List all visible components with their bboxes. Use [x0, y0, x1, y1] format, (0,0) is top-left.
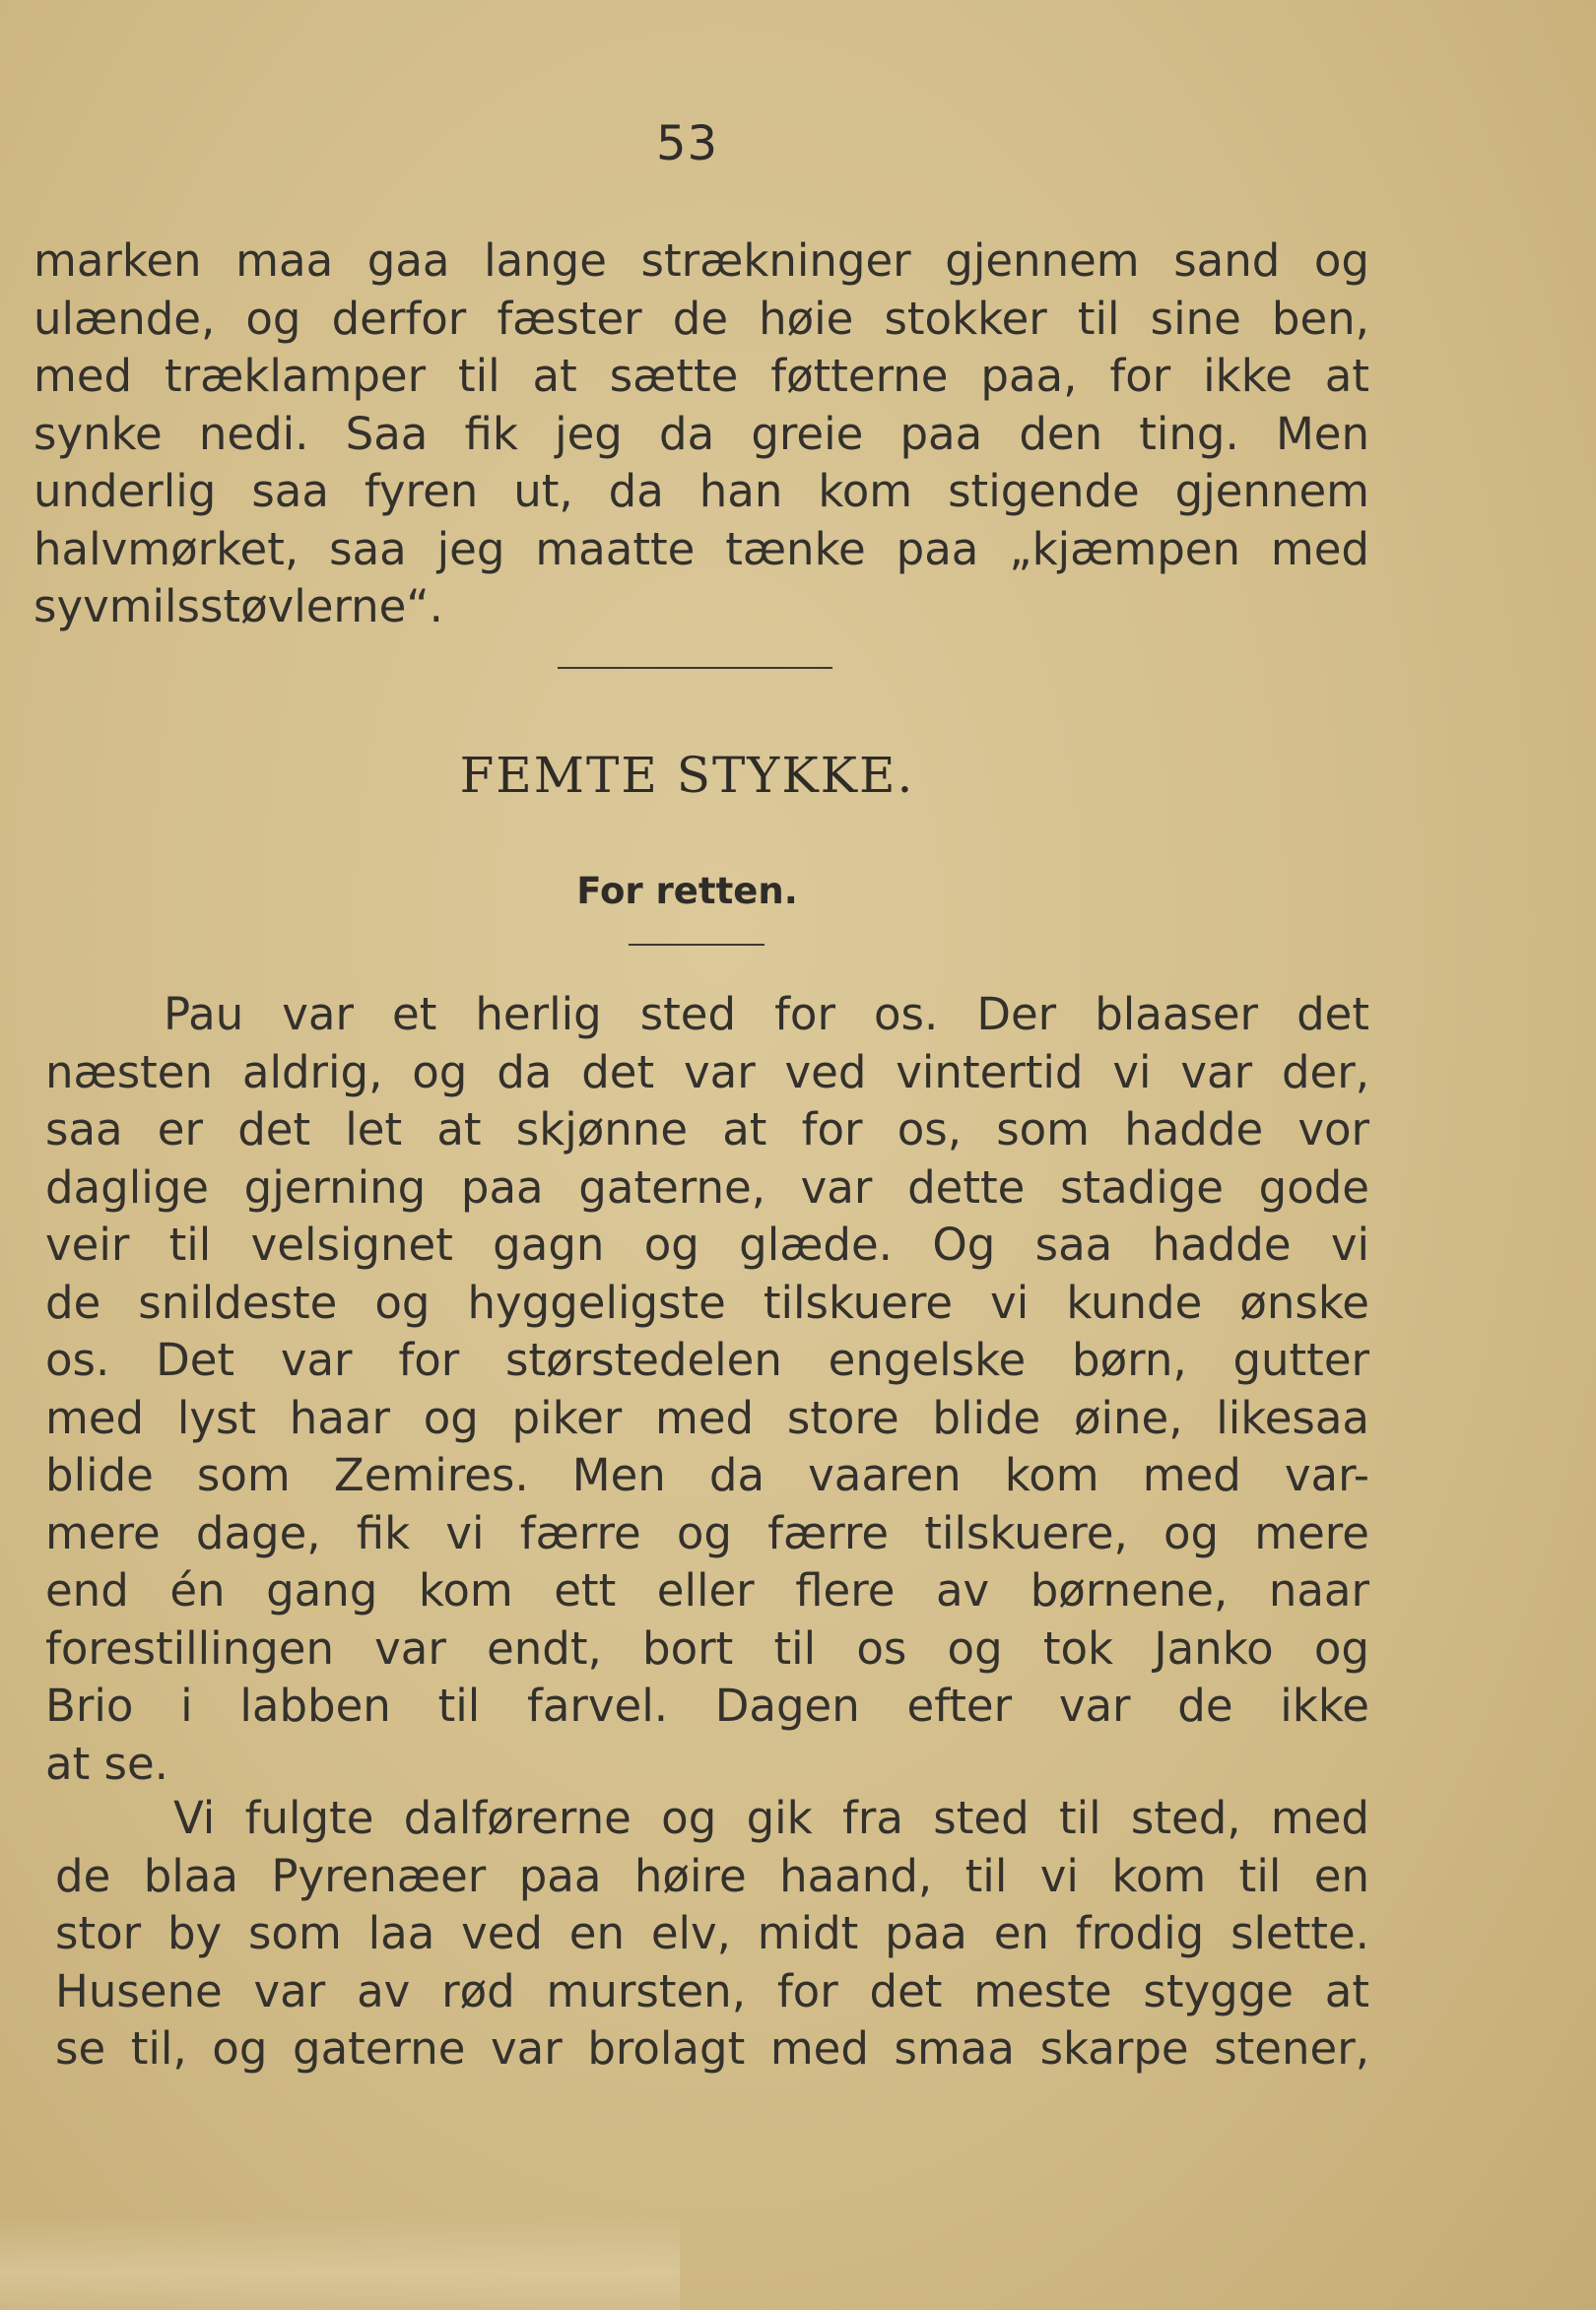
text-line: at se.: [45, 1737, 168, 1790]
text-line: synke nedi. Saa fik jeg da greie paa den ting. Men: [33, 407, 1369, 460]
text-line: halvmørket, saa jeg maatte tænke paa „kjæmpen med: [33, 522, 1369, 575]
text-line: Husene var av rød mursten, for det meste stygge at: [55, 1964, 1369, 2017]
text-line: daglige gjerning paa gaterne, var dette stadige gode: [45, 1160, 1369, 1214]
paragraph: [55, 1790, 1369, 2079]
text-line: ulænde, og derfor fæster de høie stokker til sine ben,: [33, 292, 1369, 345]
section-subtitle: For retten.: [576, 870, 798, 912]
text-line: mere dage, fik vi færre og færre tilskuere, og mere: [45, 1506, 1369, 1559]
text-line: Brio i labben til farvel. Dagen efter var de ikke: [45, 1680, 1369, 1732]
text-line: saa er det let at skjønne at for os, som hadde vor: [45, 1103, 1369, 1155]
text-line: stor by som laa ved en elv, midt paa en frodig slette.: [55, 1907, 1369, 1959]
text-line: syvmilsstøvlerne“.: [33, 580, 443, 632]
text-line: de blaa Pyrenæer paa høire haand, til vi kom til en: [55, 1849, 1369, 1902]
text-line: forestillingen var endt, bort til os og tok Janko og: [45, 1621, 1369, 1675]
text-line: se til, og gaterne var brolagt med smaa skarpe stener,: [55, 2022, 1369, 2075]
text-line: næsten aldrig, og da det var ved vintertid vi var der,: [45, 1045, 1369, 1098]
text-line: med lyst haar og piker med store blide øine, likesaa: [45, 1391, 1369, 1444]
paper-stain: [0, 2216, 680, 2310]
text-line: marken maa gaa lange strækninger gjennem sand og: [33, 234, 1369, 287]
subtitle-divider: [629, 944, 765, 946]
text-line: de snildeste og hyggeligste tilskuere vi kunde ønske: [45, 1276, 1369, 1329]
paragraph-continuation: [33, 232, 1369, 636]
text-line: med træklamper til at sætte føtterne paa, for ikke at: [33, 350, 1369, 402]
text-line: underlig saa fyren ut, da han kom stigende gjennem: [33, 465, 1369, 517]
text-line: veir til velsignet gagn og glæde. Og saa hadde vi: [45, 1219, 1369, 1271]
text-line: os. Det var for størstedelen engelske børn, gutter: [45, 1334, 1369, 1386]
section-heading: FEMTE STYKKE.: [459, 747, 915, 804]
paragraph: [45, 986, 1369, 1793]
text-line: end én gang kom ett eller flere av børnene, naar: [45, 1564, 1369, 1617]
text-line: Vi fulgte dalførerne og gik fra sted til sted, med: [173, 1792, 1369, 1844]
section-divider: [558, 667, 832, 669]
text-line: blide som Zemires. Men da vaaren kom med var-: [45, 1449, 1369, 1501]
page-number: 53: [655, 116, 719, 171]
text-line: Pau var et herlig sted for os. Der blaaser det: [164, 988, 1369, 1040]
